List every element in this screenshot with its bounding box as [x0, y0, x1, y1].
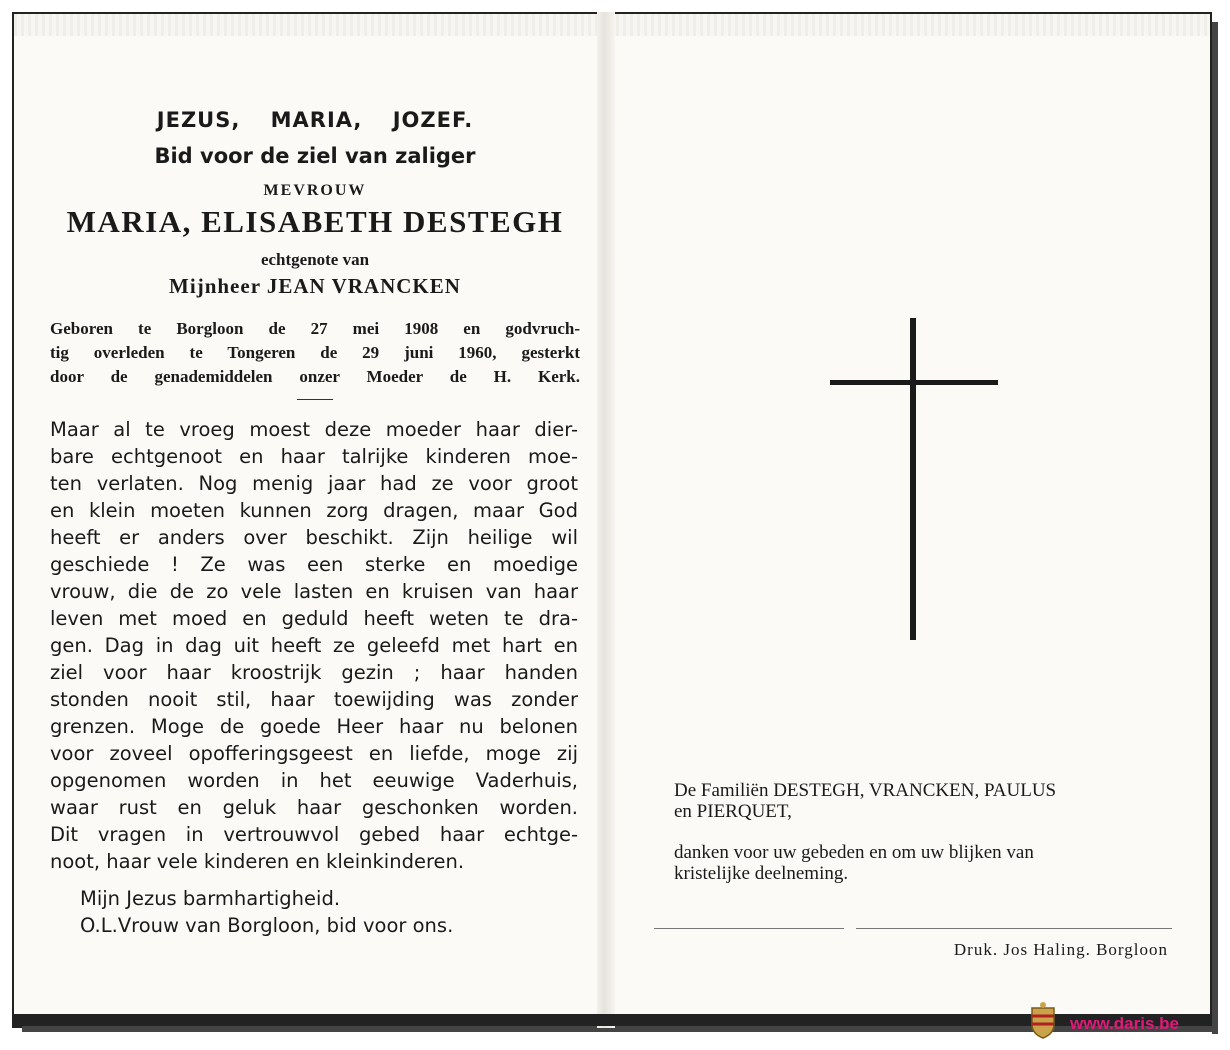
- memorial-text: [40, 416, 590, 875]
- text-line: opgenomen worden in het eeuwige Vaderhuis,: [50, 769, 578, 792]
- birth-death-details: [40, 317, 590, 389]
- text-line: grenzen. Moge de goede Heer haar nu belonen: [50, 715, 578, 738]
- birth-line: Geboren te Borgloon de 27 mei 1908 en godvruch-: [50, 319, 580, 338]
- text-line: en klein moeten kunnen zorg dragen, maar God: [50, 499, 578, 522]
- text-line: geschiede ! Ze was een sterke en moedige: [50, 553, 578, 576]
- cross-icon-bar: [830, 380, 998, 385]
- text-line: bare echtgenoot en haar talrijke kinderen moe-: [50, 445, 578, 468]
- prayer-request: Bid voor de ziel van zaliger: [154, 144, 476, 168]
- text-line: stonden nooit stil, haar toewijding was zonder: [50, 688, 578, 711]
- thanks-line: kristelijke deelneming.: [674, 863, 849, 884]
- text-line: ten verlaten. Nog menig jaar had ze voor groot: [50, 472, 578, 495]
- card-shadow-right: [1212, 22, 1218, 1034]
- closing-prayers: [40, 885, 590, 939]
- text-line: noot, haar vele kinderen en kleinkinderen.: [50, 850, 465, 873]
- text-line: heeft er anders over beschikt. Zijn heilige wil: [50, 526, 578, 549]
- text-line: Maar al te vroeg moest deze moeder haar dier-: [50, 418, 578, 441]
- thanks-statement: [674, 842, 1174, 884]
- text-line: gen. Dag in dag uit heeft ze geleefd met hart en: [50, 634, 578, 657]
- cross-icon: [910, 318, 916, 640]
- divider-rule: [856, 928, 1172, 929]
- printer-credit: Druk. Jos Haling. Borgloon: [953, 940, 1168, 959]
- text-line: leven met moed en geduld heeft weten te dra-: [50, 607, 578, 630]
- left-page: [40, 100, 590, 939]
- families-statement: [674, 780, 1174, 822]
- families-line: De Familiën DESTEGH, VRANCKEN, PAULUS: [674, 780, 1057, 801]
- families-line: en PIERQUET,: [674, 801, 792, 822]
- divider-rule: [654, 928, 844, 929]
- spouse-relation: echtgenote van: [260, 250, 370, 269]
- deceased-name: MARIA, ELISABETH DESTEGH: [66, 204, 564, 239]
- prayer-line: Mijn Jezus barmhartigheid.: [80, 887, 341, 910]
- divider: [297, 399, 333, 400]
- text-line: Dit vragen in vertrouwvol gebed haar echtge-: [50, 823, 578, 846]
- prayer-line: O.L.Vrouw van Borgloon, bid voor ons.: [80, 914, 454, 937]
- spouse-name: Mijnheer JEAN VRANCKEN: [169, 274, 461, 298]
- birth-line: door de genademiddelen onzer Moeder de H. Kerk.: [50, 367, 580, 386]
- watermark: [1028, 1002, 1218, 1042]
- honorific-title: MEVROUW: [263, 182, 367, 199]
- text-line: vrouw, die de zo vele lasten en kruisen van haar: [50, 580, 578, 603]
- text-line: voor zoveel opofferingsgeest en liefde, moge zij: [50, 742, 578, 765]
- crest-icon: [1028, 1002, 1058, 1040]
- text-line: waar rust en geluk haar geschonken worden.: [50, 796, 578, 819]
- watermark-url: www.daris.be: [1070, 1014, 1179, 1033]
- birth-line: tig overleden te Tongeren de 29 juni 1960, gesterkt: [50, 343, 580, 362]
- thanks-line: danken voor uw gebeden en om uw blijken van: [674, 842, 1034, 863]
- card-fold: [597, 12, 615, 1028]
- text-line: ziel voor haar kroostrijk gezin ; haar handen: [50, 661, 578, 684]
- invocation: JEZUS, MARIA, JOZEF.: [156, 108, 474, 132]
